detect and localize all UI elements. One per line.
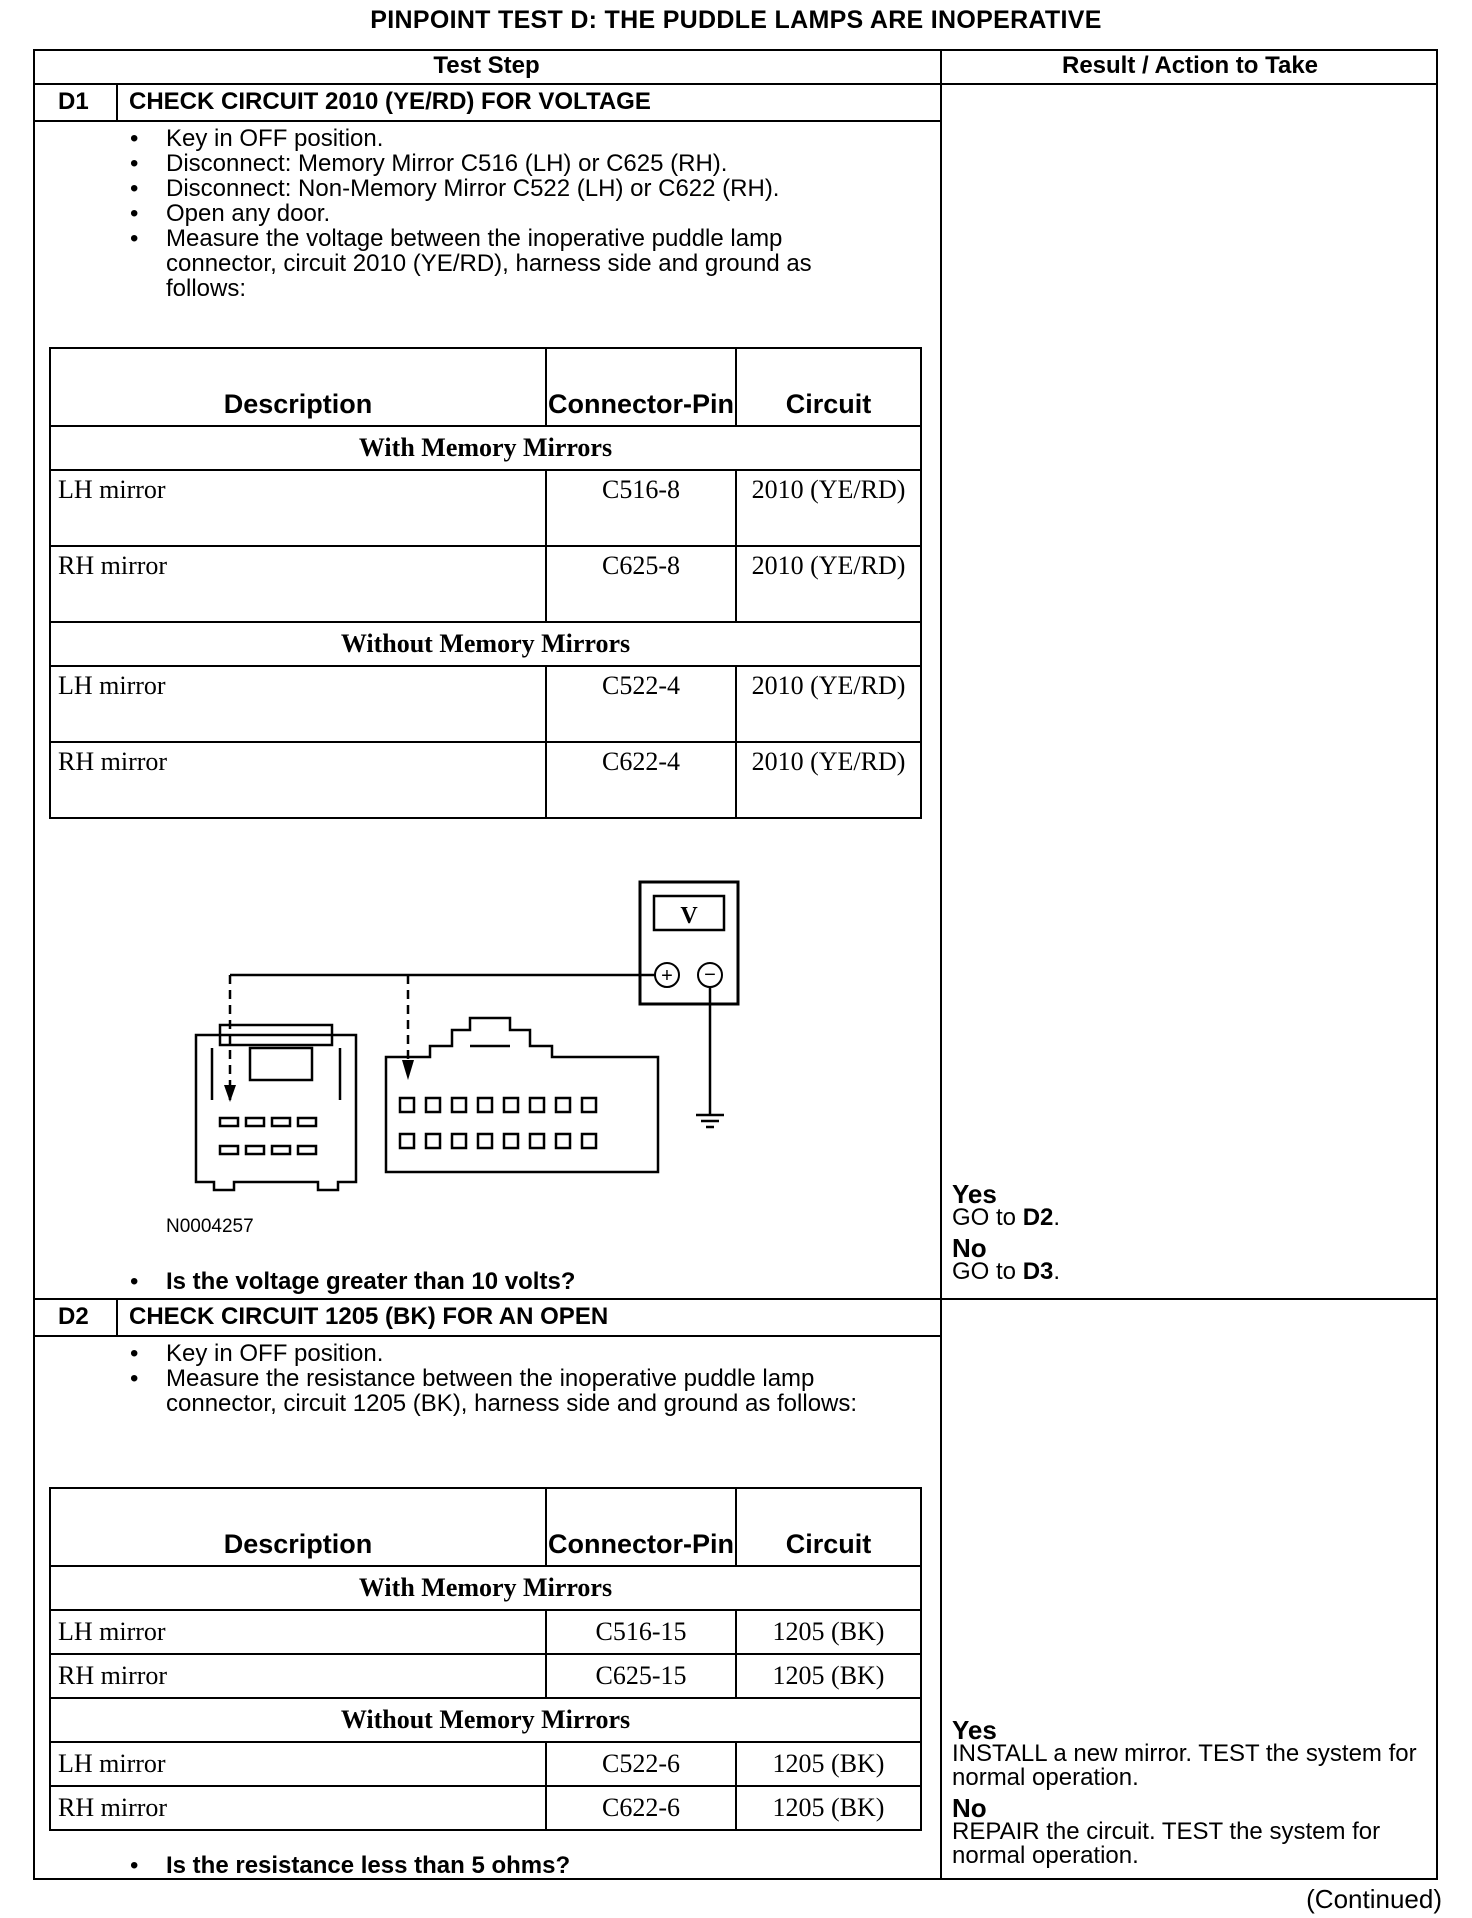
step-title-d2: CHECK CIRCUIT 1205 (BK) FOR AN OPEN xyxy=(129,1303,609,1330)
d2-results xyxy=(952,1715,1428,1869)
connector-left xyxy=(196,1025,356,1190)
table-section-label: With Memory Mirrors xyxy=(50,1566,921,1610)
yes-label: Yes xyxy=(952,1179,997,1209)
step-id-divider xyxy=(116,83,118,122)
continued-note: (Continued) xyxy=(1306,1884,1442,1914)
cell-circuit: 1205 (BK) xyxy=(736,1742,921,1786)
step-title-d1: CHECK CIRCUIT 2010 (YE/RD) FOR VOLTAGE xyxy=(129,88,651,115)
table-row xyxy=(50,1786,921,1830)
connector-right xyxy=(386,1018,658,1172)
yes-label: Yes xyxy=(952,1715,997,1745)
header-result: Result / Action to Take xyxy=(1061,52,1319,79)
voltmeter-diagram xyxy=(150,870,770,1210)
table-row xyxy=(50,1610,921,1654)
cell-connector: C516-15 xyxy=(546,1610,736,1654)
cell-circuit: 1205 (BK) xyxy=(736,1610,921,1654)
cell-circuit: 2010 (YE/RD) xyxy=(736,742,921,818)
step-title-divider xyxy=(33,120,942,122)
no-target-link[interactable]: D3 xyxy=(1022,1258,1054,1285)
col-connector-pin: Connector-Pin xyxy=(546,1488,736,1566)
cell-circuit: 1205 (BK) xyxy=(736,1786,921,1830)
list-item: • Disconnect: Memory Mirror C516 (LH) or C625 (RH). xyxy=(130,151,890,176)
step-id-divider xyxy=(116,1298,118,1337)
cell-connector: C625-15 xyxy=(546,1654,736,1698)
table-row xyxy=(50,546,921,622)
no-action: REPAIR the circuit. TEST the system for normal operation. xyxy=(952,1818,1381,1869)
cell-description: RH mirror xyxy=(50,546,546,622)
table-row xyxy=(50,742,921,818)
no-label: No xyxy=(952,1233,987,1263)
probe-tip-left xyxy=(224,1085,236,1102)
step-separator xyxy=(33,1298,1438,1300)
table-row xyxy=(50,666,921,742)
list-item: • Disconnect: Non-Memory Mirror C522 (LH) or C622 (RH). xyxy=(130,176,890,201)
voltmeter-label: V xyxy=(680,903,698,929)
cell-connector: C516-8 xyxy=(546,470,736,546)
d2-question: • Is the resistance less than 5 ohms? xyxy=(166,1852,570,1880)
d2-connector-table xyxy=(49,1487,922,1831)
list-item: • Measure the resistance between the inoperative puddle lamp connector, circuit 1205 (BK), harness side and ground as follows: xyxy=(130,1366,890,1416)
ground-icon xyxy=(696,1115,724,1127)
table-row xyxy=(50,1742,921,1786)
table-row xyxy=(50,1654,921,1698)
step-id-d1: D1 xyxy=(58,88,89,115)
list-item: • Key in OFF position. xyxy=(130,1341,890,1366)
d2-instructions xyxy=(130,1341,890,1416)
d1-results xyxy=(952,1179,1422,1285)
col-connector-pin: Connector-Pin xyxy=(546,348,736,426)
yes-action: GO to D2. xyxy=(952,1204,1061,1231)
col-circuit: Circuit xyxy=(736,1488,921,1566)
cell-connector: C625-8 xyxy=(546,546,736,622)
cell-description: RH mirror xyxy=(50,1786,546,1830)
header-test-step: Test Step xyxy=(433,52,540,79)
d1-instructions xyxy=(130,126,890,301)
probe-tip-right xyxy=(402,1060,414,1080)
cell-connector: C622-6 xyxy=(546,1786,736,1830)
table-section-label: Without Memory Mirrors xyxy=(50,622,921,666)
yes-target-link[interactable]: D2 xyxy=(1022,1204,1054,1231)
cell-description: LH mirror xyxy=(50,1610,546,1654)
no-action-text: GO to xyxy=(952,1258,1023,1285)
list-item: • Open any door. xyxy=(130,201,890,226)
cell-circuit: 1205 (BK) xyxy=(736,1654,921,1698)
no-action: GO to D3. xyxy=(952,1258,1061,1285)
cell-description: RH mirror xyxy=(50,742,546,818)
cell-connector: C522-4 xyxy=(546,666,736,742)
header-divider xyxy=(33,83,1438,85)
table-section-label: Without Memory Mirrors xyxy=(50,1698,921,1742)
figure-code: N0004257 xyxy=(166,1216,254,1237)
col-circuit: Circuit xyxy=(736,348,921,426)
cell-connector: C622-4 xyxy=(546,742,736,818)
page-title: PINPOINT TEST D: THE PUDDLE LAMPS ARE INOPERATIVE xyxy=(370,6,1102,34)
voltmeter xyxy=(640,882,738,1004)
d1-connector-table xyxy=(49,347,922,819)
table-section-label: With Memory Mirrors xyxy=(50,426,921,470)
cell-circuit: 2010 (YE/RD) xyxy=(736,546,921,622)
list-item: • Measure the voltage between the inoperative puddle lamp connector, circuit 2010 (YE/RD), harness side and ground as follows: xyxy=(130,226,890,301)
yes-action-text: GO to xyxy=(952,1204,1023,1231)
col-description: Description xyxy=(50,1488,546,1566)
column-divider xyxy=(940,49,942,1880)
d1-question: • Is the voltage greater than 10 volts? xyxy=(166,1268,575,1296)
yes-action: INSTALL a new mirror. TEST the system for normal operation. xyxy=(952,1740,1417,1791)
plus-terminal: + xyxy=(661,965,673,987)
table-row xyxy=(50,470,921,546)
cell-description: LH mirror xyxy=(50,666,546,742)
no-label: No xyxy=(952,1793,987,1823)
cell-description: LH mirror xyxy=(50,470,546,546)
col-description: Description xyxy=(50,348,546,426)
cell-connector: C522-6 xyxy=(546,1742,736,1786)
cell-description: LH mirror xyxy=(50,1742,546,1786)
step-title-divider xyxy=(33,1335,942,1337)
minus-terminal: − xyxy=(704,964,716,986)
step-id-d2: D2 xyxy=(58,1303,89,1330)
cell-description: RH mirror xyxy=(50,1654,546,1698)
cell-circuit: 2010 (YE/RD) xyxy=(736,470,921,546)
cell-circuit: 2010 (YE/RD) xyxy=(736,666,921,742)
list-item: • Key in OFF position. xyxy=(130,126,890,151)
